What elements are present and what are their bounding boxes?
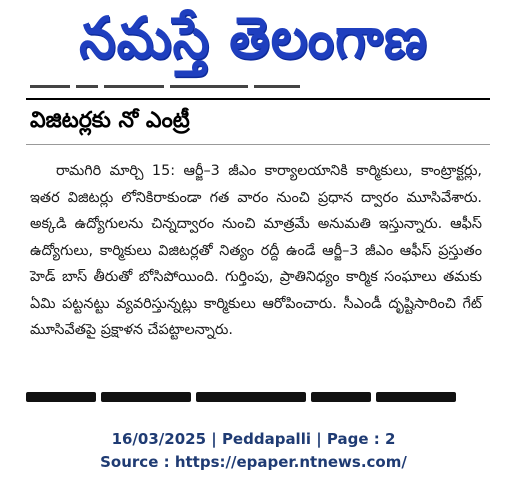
article-body: రామగిరి మార్చి 15: ఆర్జీ–3 జీఎం కార్యాలయానికి కార్మికులు, కాంట్రాక్టర్లు, ఇతర విజిటర్లు లోనికిరాకుండా గత వారం నుంచి ప్రధాన ద్వారం మూసివేశారు. అక్కడి ఉద్యోగులను చిన్నద్వారం నుంచి మాత్రమే అనుమతి ఇస్తున్నారు. ఆఫీస్ ఉద్యోగులు, కార్మికులు విజిటర్లతో నిత్యం రద్దీ ఉండే ఆర్జీ–3 జీఎం ఆఫీస్ ప్రస్తుతం హెడ్ బాస్ తీరుతో బోసిపోయింది. గుర్తింపు, ప్రాతినిధ్యం కార్మిక సంఘాలు తమకు ఏమి పట్టనట్టు వ్యవరిస్తున్నట్లు కార్మికులు ఆరోపించారు. సీఎండీ దృష్టిసారించి గేట్ మూసివేతపై ప్రక్షాళన చేపట్టాలన్నారు. — [30, 163, 482, 338]
clipped-previous-article-text — [30, 84, 370, 90]
article-headline: విజిటర్లకు నో ఎంట్రీ — [30, 108, 190, 133]
article-top-rule — [26, 98, 490, 100]
masthead-title: నమస్తే తెలంగాణ — [79, 5, 428, 72]
source-footer — [0, 428, 507, 474]
clipped-next-article-headline — [26, 386, 490, 402]
source-url-line: Source : https://epaper.ntnews.com/ — [100, 453, 407, 471]
headline-divider — [26, 144, 490, 145]
article-clipping — [26, 84, 490, 402]
date-edition-page-line: 16/03/2025 | Peddapalli | Page : 2 — [111, 430, 396, 448]
newspaper-masthead — [0, 0, 507, 78]
